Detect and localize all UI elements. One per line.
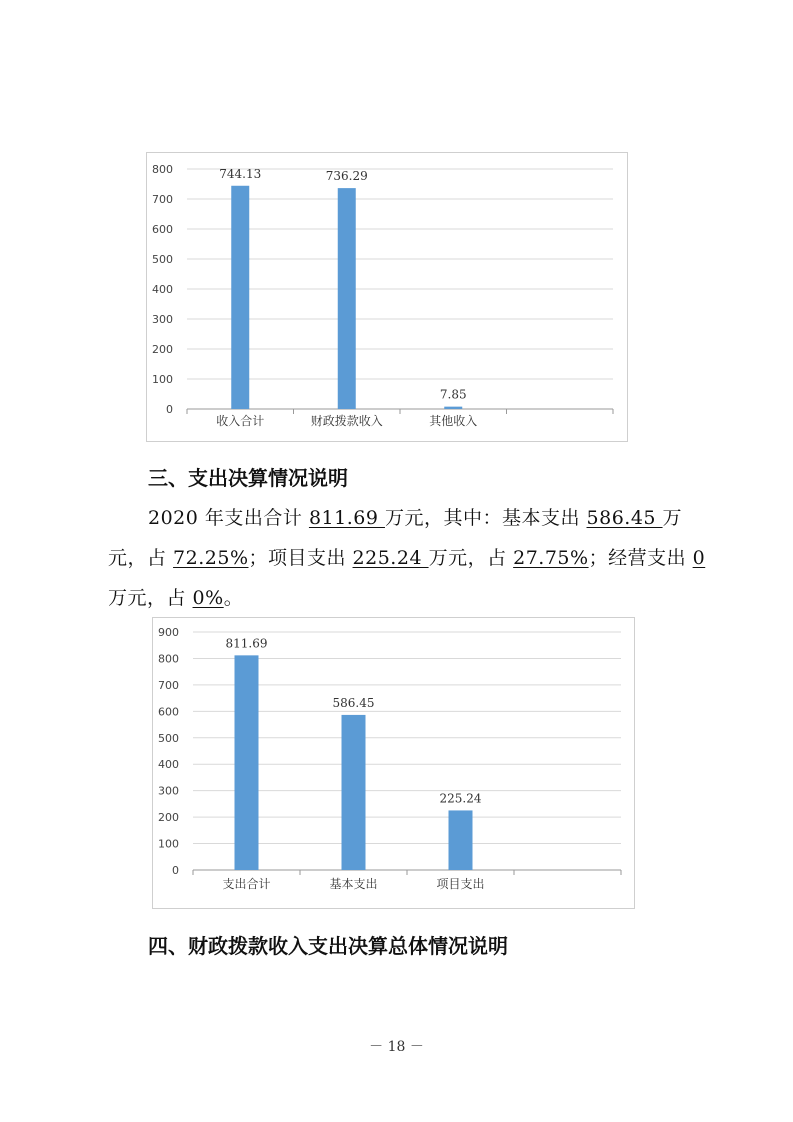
text-segment: 万元，其中：基本支出 <box>384 507 587 529</box>
y-tick-label: 800 <box>152 163 173 176</box>
y-tick-label: 600 <box>158 705 179 719</box>
y-tick-label: 600 <box>152 223 173 236</box>
category-label: 其他收入 <box>429 414 478 428</box>
y-tick-label: 200 <box>158 811 179 825</box>
category-label: 项目支出 <box>436 877 485 891</box>
income-chart <box>146 152 628 442</box>
category-label: 收入合计 <box>216 414 265 428</box>
data-label: 811.69 <box>225 636 268 651</box>
category-label: 财政拨款收入 <box>310 414 383 428</box>
section3-line-1 <box>108 498 708 538</box>
text-segment: 万 <box>662 507 683 529</box>
y-tick-label: 200 <box>152 343 173 356</box>
y-tick-label: 500 <box>158 731 179 745</box>
text-segment: 。 <box>223 587 244 609</box>
y-tick-label: 400 <box>158 758 179 772</box>
text-segment: 元，占 <box>108 547 174 569</box>
bar <box>235 655 259 870</box>
bar <box>338 188 356 409</box>
expense-chart-svg <box>153 618 634 908</box>
data-label: 736.29 <box>325 169 368 184</box>
total-expense-value: 811.69 <box>308 507 385 529</box>
operating-expense-percent: 0% <box>192 587 224 609</box>
y-tick-label: 800 <box>158 652 179 666</box>
section4-heading: 四、财政拨款收入支出决算总体情况说明 <box>148 934 508 958</box>
text-segment: 2020 年支出合计 <box>148 507 309 529</box>
text-segment: 万元，占 <box>108 587 193 609</box>
y-tick-label: 700 <box>158 678 179 692</box>
section3-line-2 <box>108 538 708 578</box>
y-tick-label: 0 <box>172 864 179 877</box>
data-label: 225.24 <box>439 791 482 806</box>
y-tick-label: 0 <box>166 403 173 416</box>
basic-expense-value: 586.45 <box>586 507 663 529</box>
text-segment: ；经营支出 <box>588 547 693 569</box>
y-tick-label: 100 <box>152 373 173 386</box>
data-label: 7.85 <box>439 387 467 402</box>
y-tick-label: 500 <box>152 253 173 266</box>
y-tick-label: 700 <box>152 193 173 206</box>
income-chart-svg <box>147 153 627 441</box>
project-expense-value: 225.24 <box>352 547 429 569</box>
section3-line-3 <box>108 578 708 618</box>
data-label: 586.45 <box>332 695 375 710</box>
category-label: 基本支出 <box>329 877 378 891</box>
bar <box>449 810 473 870</box>
y-tick-label: 300 <box>158 784 179 798</box>
y-tick-label: 100 <box>158 837 179 851</box>
y-tick-label: 300 <box>152 313 173 326</box>
section3-paragraph <box>108 498 708 618</box>
text-segment: ；项目支出 <box>248 547 353 569</box>
operating-expense-value: 0 <box>692 547 706 569</box>
bar <box>444 407 462 409</box>
y-tick-label: 400 <box>152 283 173 296</box>
data-label: 744.13 <box>219 166 262 181</box>
expense-chart <box>152 617 635 909</box>
project-expense-percent: 27.75% <box>513 547 589 569</box>
category-label: 支出合计 <box>222 877 271 891</box>
section3-heading: 三、支出决算情况说明 <box>148 466 348 490</box>
page-number: － 18 － <box>369 1039 424 1055</box>
bar <box>342 715 366 870</box>
basic-expense-percent: 72.25% <box>173 547 249 569</box>
bar <box>231 186 249 409</box>
y-tick-label: 900 <box>158 626 179 639</box>
text-segment: 万元，占 <box>428 547 514 569</box>
